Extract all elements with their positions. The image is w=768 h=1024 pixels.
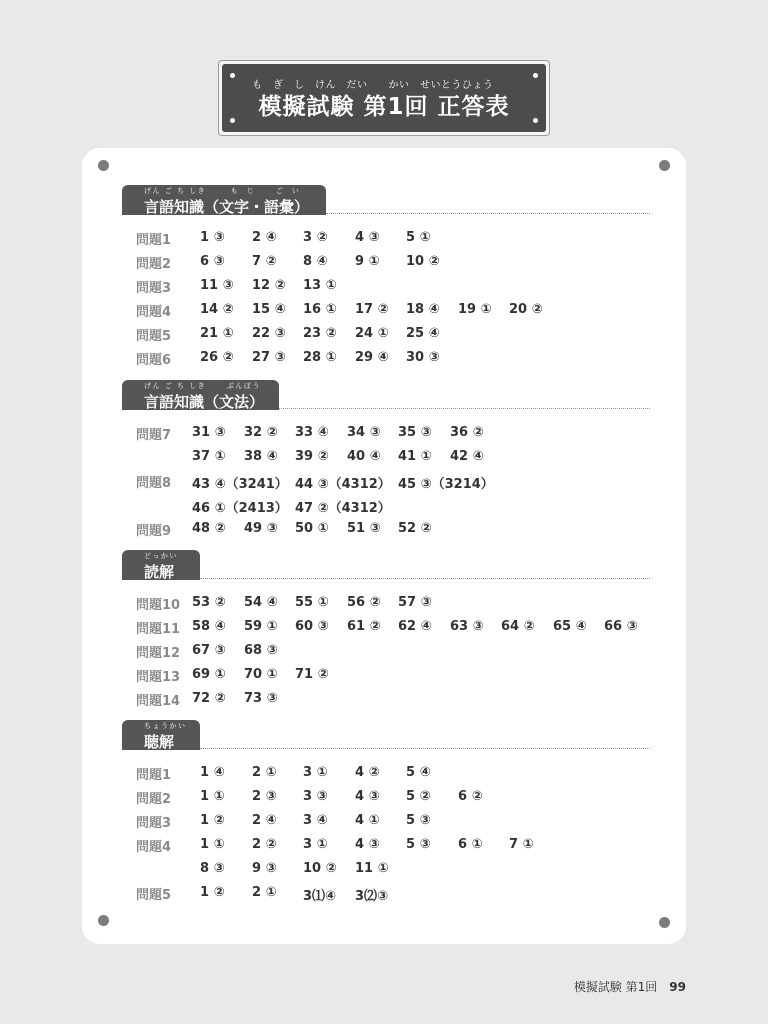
answer-item: 73 ③ <box>244 691 278 706</box>
answer-item: 71 ② <box>295 667 329 682</box>
answer-item: 17 ② <box>355 302 389 317</box>
question-group-label: 問題4 <box>136 305 172 320</box>
answer-item: 63 ③ <box>450 619 484 634</box>
answer-item: 20 ② <box>509 302 543 317</box>
answer-row <box>122 274 650 298</box>
question-group-label: 問題2 <box>136 257 172 272</box>
section-reading <box>122 550 650 711</box>
section-tab <box>122 380 279 410</box>
question-group-label: 問題9 <box>136 524 172 539</box>
answer-item: 22 ③ <box>252 326 286 341</box>
answer-rows <box>122 421 650 541</box>
title-plate-inner <box>222 64 546 132</box>
answer-row <box>122 761 650 785</box>
title-plate <box>218 60 550 136</box>
answer-item: 10 ② <box>303 861 337 876</box>
plate-rivet-icon <box>230 73 235 78</box>
section-tab <box>122 720 200 750</box>
answer-item: 55 ① <box>295 595 329 610</box>
answer-item: 38 ④ <box>244 449 278 464</box>
answer-item: 3⑵③ <box>355 889 389 904</box>
answer-item: 3 ③ <box>303 789 328 804</box>
answer-row <box>122 322 650 346</box>
answer-item: 35 ③ <box>398 425 432 440</box>
answer-item: 3 ④ <box>303 813 328 828</box>
answer-row <box>122 445 650 469</box>
answer-item: 3 ① <box>303 765 328 780</box>
answer-row <box>122 591 650 615</box>
answer-row <box>122 421 650 445</box>
plate-rivet-icon <box>533 73 538 78</box>
question-group-label: 問題8 <box>136 476 172 491</box>
answer-item: 42 ④ <box>450 449 484 464</box>
answer-item: 59 ① <box>244 619 278 634</box>
answer-card <box>82 148 686 944</box>
answer-item: 16 ① <box>303 302 337 317</box>
answer-item: 4 ① <box>355 813 380 828</box>
answer-item: 7 ① <box>509 837 534 852</box>
answer-item: 19 ① <box>458 302 492 317</box>
answer-item: 26 ② <box>200 350 234 365</box>
answer-item: 8 ④ <box>303 254 328 269</box>
section-listening <box>122 720 650 905</box>
section-title: 言語知識（文字・語彙） <box>144 198 310 216</box>
answer-item: 2 ③ <box>252 789 277 804</box>
answer-item: 27 ③ <box>252 350 286 365</box>
question-group-label: 問題5 <box>136 329 172 344</box>
answer-item: 69 ① <box>192 667 226 682</box>
answer-item: 61 ② <box>347 619 381 634</box>
answer-item: 57 ③ <box>398 595 432 610</box>
section-grammar <box>122 380 650 541</box>
answer-item: 68 ③ <box>244 643 278 658</box>
answer-item: 44 ③（4312） <box>295 477 391 492</box>
question-group-label: 問題13 <box>136 670 181 685</box>
answer-item: 37 ① <box>192 449 226 464</box>
answer-row <box>122 663 650 687</box>
answer-item: 67 ③ <box>192 643 226 658</box>
answer-item: 64 ② <box>501 619 535 634</box>
answer-rows <box>122 226 650 370</box>
answer-item: 45 ③（3214） <box>398 477 494 492</box>
answer-item: 3⑴④ <box>303 889 337 904</box>
answer-item: 4 ③ <box>355 230 380 245</box>
answer-item: 33 ④ <box>295 425 329 440</box>
question-group-label: 問題3 <box>136 281 172 296</box>
answer-item: 48 ② <box>192 521 226 536</box>
section-header <box>122 550 650 580</box>
answer-item: 47 ②（4312） <box>295 501 391 516</box>
answer-item: 65 ④ <box>553 619 587 634</box>
answer-item: 4 ② <box>355 765 380 780</box>
section-header <box>122 720 650 750</box>
answer-item: 1 ④ <box>200 765 225 780</box>
answer-row <box>122 226 650 250</box>
page-title: 模擬試験 第1回 正答表 <box>258 94 510 120</box>
question-group-label: 問題6 <box>136 353 172 368</box>
answer-item: 1 ② <box>200 813 225 828</box>
answer-item: 39 ② <box>295 449 329 464</box>
answer-item: 5 ② <box>406 789 431 804</box>
answer-item: 72 ② <box>192 691 226 706</box>
answer-item: 34 ③ <box>347 425 381 440</box>
answer-item: 8 ③ <box>200 861 225 876</box>
question-group-label: 問題3 <box>136 816 172 831</box>
answer-item: 31 ③ <box>192 425 226 440</box>
answer-row <box>122 298 650 322</box>
answer-row <box>122 785 650 809</box>
section-tab <box>122 550 200 580</box>
answer-item: 3 ① <box>303 837 328 852</box>
answer-item: 2 ② <box>252 837 277 852</box>
answer-item: 41 ① <box>398 449 432 464</box>
page-number: 99 <box>669 980 686 994</box>
card-hole-icon <box>98 915 109 926</box>
answer-item: 28 ① <box>303 350 337 365</box>
section-divider <box>326 213 650 214</box>
answer-item: 50 ① <box>295 521 329 536</box>
answer-row <box>122 639 650 663</box>
answer-item: 53 ② <box>192 595 226 610</box>
answer-item: 1 ① <box>200 789 225 804</box>
answer-item: 14 ② <box>200 302 234 317</box>
answer-item: 6 ② <box>458 789 483 804</box>
answer-item: 21 ① <box>200 326 234 341</box>
question-group-label: 問題14 <box>136 694 181 709</box>
answer-item: 9 ① <box>355 254 380 269</box>
answer-item: 25 ④ <box>406 326 440 341</box>
answer-item: 13 ① <box>303 278 337 293</box>
answer-item: 51 ③ <box>347 521 381 536</box>
section-tab <box>122 185 326 215</box>
answer-item: 32 ② <box>244 425 278 440</box>
section-ruby: どっかい <box>144 552 178 560</box>
answer-item: 5 ④ <box>406 765 431 780</box>
section-divider <box>200 748 650 749</box>
answer-item: 11 ③ <box>200 278 234 293</box>
answer-item: 54 ④ <box>244 595 278 610</box>
answer-item: 2 ④ <box>252 813 277 828</box>
question-group-label: 問題10 <box>136 598 181 613</box>
answer-item: 23 ② <box>303 326 337 341</box>
answer-item: 40 ④ <box>347 449 381 464</box>
answer-item: 52 ② <box>398 521 432 536</box>
question-group-label: 問題5 <box>136 888 172 903</box>
answer-item: 43 ④（3241） <box>192 477 288 492</box>
answer-item: 58 ④ <box>192 619 226 634</box>
answer-item: 6 ① <box>458 837 483 852</box>
section-title: 聴解 <box>144 733 175 751</box>
answer-item: 70 ① <box>244 667 278 682</box>
section-divider <box>279 408 650 409</box>
section-header <box>122 185 650 215</box>
answer-item: 5 ① <box>406 230 431 245</box>
footer-label: 模擬試験 第1回 <box>573 980 658 994</box>
answer-row <box>122 250 650 274</box>
answer-row <box>122 809 650 833</box>
answer-row <box>122 469 650 493</box>
card-hole-icon <box>659 917 670 928</box>
answer-item: 2 ① <box>252 765 277 780</box>
answer-item: 60 ③ <box>295 619 329 634</box>
answer-row <box>122 881 650 905</box>
answer-row <box>122 687 650 711</box>
section-title: 読解 <box>144 563 175 581</box>
answer-item: 5 ③ <box>406 813 431 828</box>
question-group-label: 問題4 <box>136 840 172 855</box>
answer-row <box>122 857 650 881</box>
answer-item: 11 ① <box>355 861 389 876</box>
card-hole-icon <box>659 160 670 171</box>
question-group-label: 問題11 <box>136 622 181 637</box>
question-group-label: 問題12 <box>136 646 181 661</box>
answer-item: 24 ① <box>355 326 389 341</box>
answer-item: 1 ② <box>200 885 225 900</box>
title-ruby: も ぎ し けん だい かい せいとうひょう <box>252 80 494 91</box>
answer-item: 2 ① <box>252 885 277 900</box>
answer-item: 15 ④ <box>252 302 286 317</box>
answer-row <box>122 833 650 857</box>
answer-item: 4 ③ <box>355 789 380 804</box>
question-group-label: 問題7 <box>136 428 172 443</box>
section-header <box>122 380 650 410</box>
answer-item: 30 ③ <box>406 350 440 365</box>
answer-item: 46 ①（2413） <box>192 501 288 516</box>
answer-row <box>122 615 650 639</box>
answer-item: 12 ② <box>252 278 286 293</box>
answer-item: 29 ④ <box>355 350 389 365</box>
answer-item: 2 ④ <box>252 230 277 245</box>
answer-item: 4 ③ <box>355 837 380 852</box>
answer-item: 6 ③ <box>200 254 225 269</box>
answer-rows <box>122 761 650 905</box>
section-ruby: げん ご ち しき も じ ご い <box>144 187 301 195</box>
answer-item: 18 ④ <box>406 302 440 317</box>
section-ruby: ちょうかい <box>144 722 187 730</box>
section-title: 言語知識（文法） <box>144 393 265 411</box>
answer-row <box>122 517 650 541</box>
answer-item: 9 ③ <box>252 861 277 876</box>
answer-item: 5 ③ <box>406 837 431 852</box>
answer-item: 66 ③ <box>604 619 638 634</box>
answer-item: 56 ② <box>347 595 381 610</box>
answer-item: 49 ③ <box>244 521 278 536</box>
answer-rows <box>122 591 650 711</box>
answer-item: 36 ② <box>450 425 484 440</box>
page-footer <box>574 978 686 995</box>
question-group-label: 問題1 <box>136 768 172 783</box>
answer-item: 62 ④ <box>398 619 432 634</box>
section-ruby: げん ご ち しき ぶんぽう <box>144 382 261 390</box>
answer-item: 1 ① <box>200 837 225 852</box>
question-group-label: 問題2 <box>136 792 172 807</box>
answer-item: 1 ③ <box>200 230 225 245</box>
section-vocabulary <box>122 185 650 370</box>
answer-row <box>122 493 650 517</box>
answer-item: 7 ② <box>252 254 277 269</box>
answer-item: 3 ② <box>303 230 328 245</box>
question-group-label: 問題1 <box>136 233 172 248</box>
section-divider <box>200 578 650 579</box>
answer-row <box>122 346 650 370</box>
answer-item: 10 ② <box>406 254 440 269</box>
card-hole-icon <box>98 160 109 171</box>
